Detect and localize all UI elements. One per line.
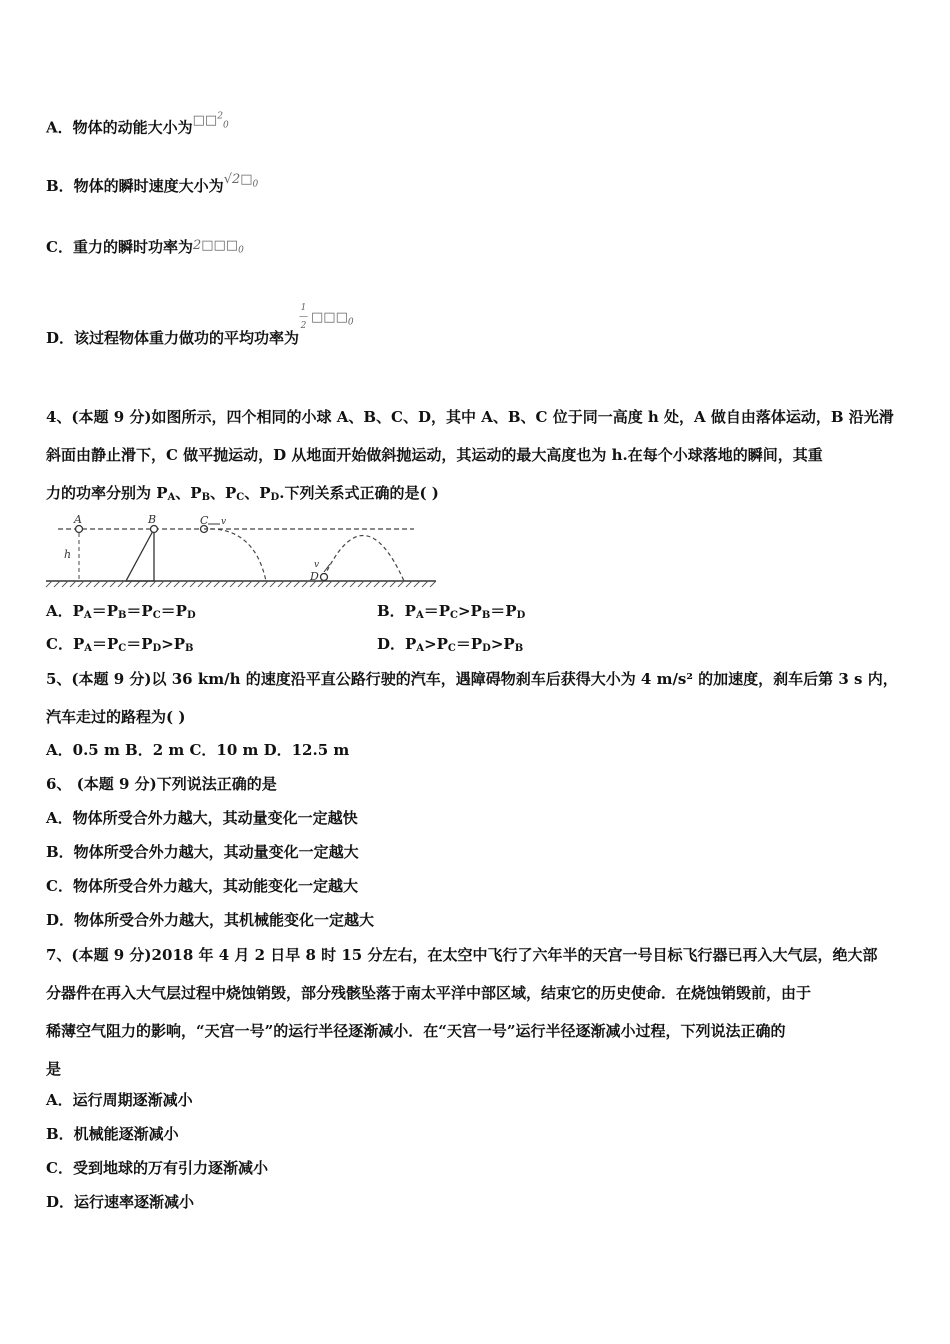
ball-b — [151, 526, 158, 533]
label-h: h — [64, 548, 72, 561]
q4-option-c: C．$P_A=P_C=P_D>P_B$ — [46, 635, 194, 654]
formula-image: □□$^2_0$ — [192, 112, 229, 131]
trajectory-c — [204, 529, 266, 581]
q7-option-a: A．运行周期逐渐减小 — [46, 1091, 193, 1109]
question-7-stem: 7、(本题 9 分)2018 年 4 月 2 日早 8 时 15 分左右，在太空中飞行了六年半的天宫一号目标飞行器已再入大气层，绝大部 分器件在再入大气层过程中烧蚀销毁，部分残骸坠落于南太平洋中部区域，结束它的历史使命．在烧蚀销毁前，由于 稀薄空气阻力的影响，“天宫一号”的运行半径逐渐减小．在“天宫一号”运行半径逐渐减小过程，下列说法正确的 是 — [46, 946, 878, 1078]
ball-d — [321, 574, 328, 581]
question-4-stem: 4、(本题 9 分)如图所示，四个相同的小球 A、B、C、D，其中 A、B、C 位于同一高度 h 处，A 做自由落体运动，B 沿光滑 斜面由静止滑下，C 做平抛运动，D 从地面开始做斜抛运动，其运动的最大高度也为 h.在每个小球落地的瞬间，其重 力的功率分别为 $P_A$、$P_B$、$P_C$、$P_D$.下列关系式正确的是( ) — [46, 408, 894, 503]
q3-option-b: B．物体的瞬时速度大小为$√2□_0$ — [46, 172, 259, 195]
trajectory-d — [324, 535, 404, 581]
q7-option-b: B．机械能逐渐减小 — [46, 1125, 179, 1143]
q4-options-row-1 — [46, 601, 196, 626]
q4-option-a: A．$P_A=P_B=P_C=P_D$ — [46, 602, 196, 621]
q4-option-d: D．$P_A>P_C=P_D>P_B$ — [377, 635, 524, 654]
label-v0-c: v — [221, 517, 227, 527]
incline — [126, 529, 154, 581]
question-6-stem: 6、 (本题 9 分)下列说法正确的是 — [46, 775, 277, 793]
formula-image: 1 — $2□□□_0$ — [299, 303, 354, 331]
question-5-stem: 5、(本题 9 分)以 36 km/h 的速度沿平直公路行驶的汽车，遇障碍物刹车后获得大小为 4 m/s² 的加速度，刹车后第 3 s 内， 汽车走过的路程为( ) — [46, 670, 898, 726]
formula-image: $√2□_0$ — [223, 172, 259, 190]
label-d: D — [310, 570, 319, 583]
formula-image: $2□□□_0$ — [192, 238, 244, 256]
q6-option-c: C．物体所受合外力越大，其动能变化一定越大 — [46, 877, 358, 895]
q7-option-d: D．运行速率逐渐减小 — [46, 1193, 195, 1211]
q3-option-c: C．重力的瞬时功率为$2□□□_0$ — [46, 238, 244, 256]
ball-a — [76, 526, 83, 533]
label-b: B — [148, 513, 157, 526]
q6-option-d: D．物体所受合外力越大，其机械能变化一定越大 — [46, 911, 375, 929]
q5-options: A．0.5 m B．2 m C．10 m D．12.5 m — [46, 741, 350, 759]
label-a: A — [74, 513, 82, 526]
q6-option-b: B．物体所受合外力越大，其动量变化一定越大 — [46, 843, 359, 861]
q4-option-b: B．$P_A=P_C>P_B=P_D$ — [377, 602, 526, 621]
question-4-figure — [44, 512, 439, 592]
label-v0-d: v — [314, 560, 320, 570]
ground-hatching — [46, 581, 436, 587]
q6-option-a: A．物体所受合外力越大，其动量变化一定越快 — [46, 809, 358, 827]
q7-option-c: C．受到地球的万有引力逐渐减小 — [46, 1159, 268, 1177]
label-c: C — [200, 514, 209, 527]
q3-option-d: D．该过程物体重力做功的平均功率为1 — $2□□□_0$ — [46, 303, 354, 347]
q3-option-a: A．物体的动能大小为□□$^2_0$ — [46, 112, 229, 137]
